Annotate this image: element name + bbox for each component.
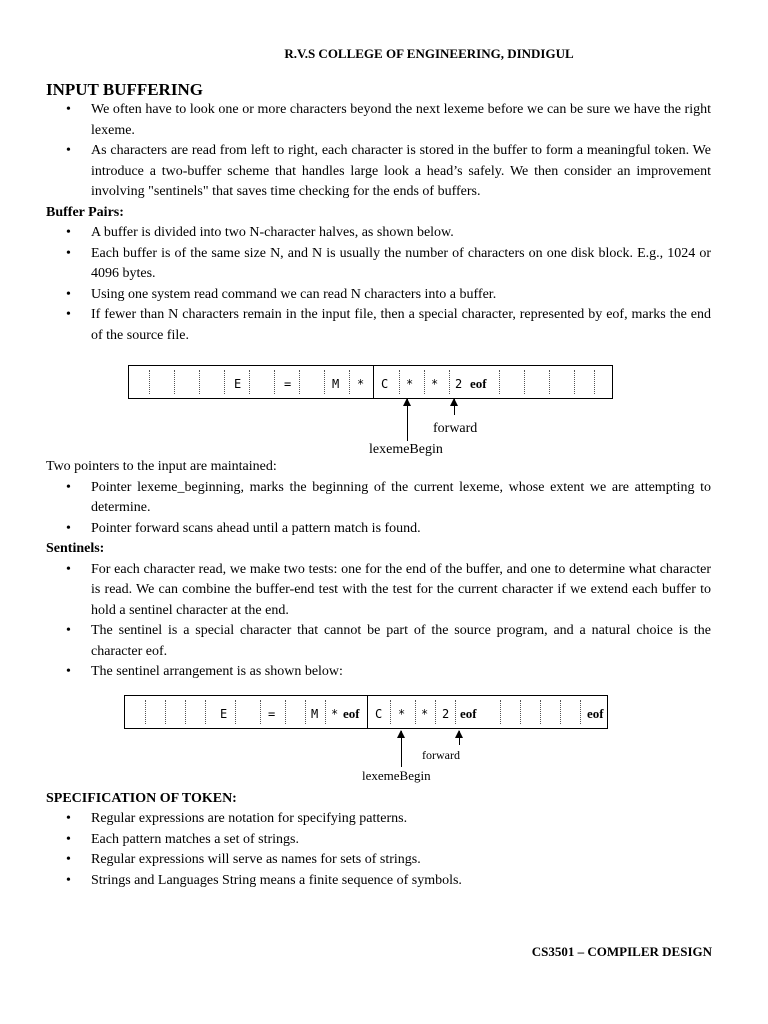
buffer-char: M — [311, 706, 319, 721]
list-item: • The sentinel arrangement is as shown below: — [46, 662, 711, 683]
buffer-char: 2 — [455, 377, 463, 391]
buffer-char: C — [381, 377, 389, 391]
sentinels-heading: Sentinels: — [46, 541, 105, 556]
buffer-char: M — [332, 377, 340, 391]
lexeme-begin-label: lexemeBegin — [362, 767, 431, 783]
intro-list — [46, 100, 711, 203]
forward-label: forward — [433, 421, 478, 436]
eof-marker: eof — [587, 705, 604, 721]
buffer-pairs-heading: Buffer Pairs: — [46, 204, 124, 220]
list-item: • Using one system read command we can read N characters into a buffer. — [46, 285, 711, 306]
buffer-char: E — [234, 377, 242, 391]
buffer-char: * — [398, 706, 406, 721]
list-item: • Regular expressions are notation for specifying patterns. — [46, 809, 711, 830]
buffer-char: = — [284, 377, 292, 391]
buffer-char: * — [431, 377, 439, 391]
buffer-char: * — [357, 377, 365, 391]
buffer-char: C — [375, 706, 383, 721]
buffer-char: * — [331, 706, 339, 721]
list-item: • Pointer lexeme_beginning, marks the beginning of the current lexeme, whose extent we are attempting to determine. — [46, 478, 711, 519]
sentinel-figure — [46, 691, 711, 787]
page-footer: CS3501 – COMPILER DESIGN — [531, 944, 712, 959]
lexeme-begin-arrow-icon — [401, 731, 402, 767]
buffer-strip — [128, 365, 613, 399]
token-spec-list — [46, 809, 711, 891]
buffer-char: E — [220, 706, 228, 721]
buffer-strip — [124, 695, 608, 729]
lexeme-begin-arrow-icon — [407, 399, 408, 441]
list-item: • Each pattern matches a set of strings. — [46, 830, 711, 851]
forward-label: forward — [422, 747, 460, 762]
main-content — [46, 80, 711, 891]
section-title: INPUT BUFFERING — [46, 80, 203, 99]
eof-marker: eof — [343, 705, 360, 721]
sentinels-list — [46, 560, 711, 683]
forward-arrow-icon — [459, 731, 460, 745]
list-item: • Each buffer is of the same size N, and N is usually the number of characters on one disk block. E.g., 1024 or 4096 bytes. — [46, 244, 711, 285]
buffer-char: 2 — [442, 706, 450, 721]
buffer-char: = — [268, 706, 276, 721]
forward-arrow-icon — [454, 399, 455, 415]
list-item: • A buffer is divided into two N-character halves, as shown below. — [46, 223, 711, 244]
eof-marker: eof — [460, 705, 477, 721]
page-header: R.V.S COLLEGE OF ENGINEERING, DINDIGUL — [284, 46, 574, 61]
token-spec-heading: SPECIFICATION OF TOKEN: — [46, 790, 237, 806]
list-item: • We often have to look one or more characters beyond the next lexeme before we can be sure we have the right lexeme. — [46, 100, 711, 141]
list-item: • The sentinel is a special character that cannot be part of the source program, and a natural choice is the character eof. — [46, 621, 711, 662]
list-item: • For each character read, we make two tests: one for the end of the buffer, and one to determine what character is read. We can combine the buffer-end test with the test for the current character if we extend each buffer to hold a sentinel character at the end. — [46, 560, 711, 622]
buffer-pairs-list — [46, 223, 711, 346]
list-item: • Regular expressions will serve as names for sets of strings. — [46, 850, 711, 871]
lexeme-begin-label: lexemeBegin — [369, 442, 443, 457]
pointers-list — [46, 478, 711, 540]
buffer-char: * — [406, 377, 414, 391]
list-item: • Strings and Languages String means a finite sequence of symbols. — [46, 871, 711, 892]
pointers-intro: Two pointers to the input are maintained: — [46, 459, 277, 474]
buffer-pair-figure — [46, 346, 711, 457]
eof-marker: eof — [470, 376, 487, 391]
list-item: • If fewer than N characters remain in the input file, then a special character, represented by eof, marks the end of the source file. — [46, 305, 711, 346]
buffer-char: * — [421, 706, 429, 721]
list-item: • As characters are read from left to right, each character is stored in the buffer to form a meaningful token. We introduce a two-buffer scheme that handles large look a head’s safely. We then consider an improvement involving "sentinels" that saves time checking for the ends of buffers. — [46, 141, 711, 203]
list-item: • Pointer forward scans ahead until a pattern match is found. — [46, 519, 711, 540]
